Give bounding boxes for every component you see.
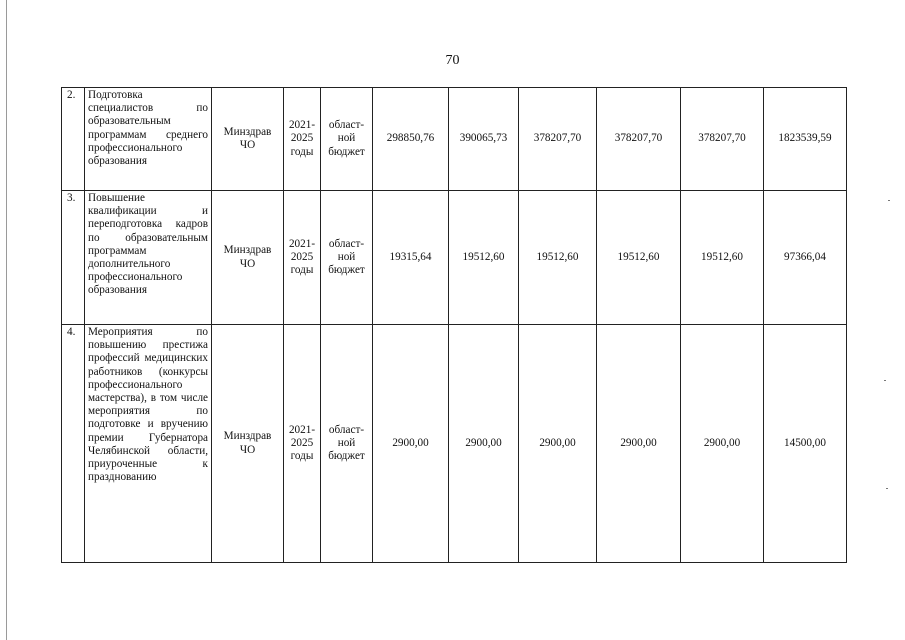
period-word: годы [290, 145, 314, 158]
total-cell: 14500,00 [764, 325, 847, 563]
table-row [62, 325, 847, 563]
activity-name: Повышение квалификации и переподготовка кадров по образовательным программам дополнительного профессионального образования [85, 191, 212, 325]
period-years: 2021-2025 [288, 119, 316, 145]
funding-source-cell [321, 191, 373, 325]
table-row [62, 88, 847, 191]
executor-cell: Минздрав ЧО [212, 325, 284, 563]
funding-source-line-1: област- [328, 423, 365, 436]
period-word: годы [290, 264, 314, 277]
period-cell [284, 88, 321, 191]
row-number: 2. [62, 88, 85, 191]
value-cell: 390065,73 [449, 88, 519, 191]
total-cell: 97366,04 [764, 191, 847, 325]
funding-source-line-2: ной [337, 250, 356, 263]
value-cell: 19512,60 [597, 191, 681, 325]
value-cell: 19315,64 [373, 191, 449, 325]
scan-speck [888, 200, 890, 201]
funding-source-line-3: бюджет [328, 264, 365, 277]
row-number: 3. [62, 191, 85, 325]
period-cell [284, 325, 321, 563]
value-cell: 378207,70 [519, 88, 597, 191]
value-cell: 378207,70 [681, 88, 764, 191]
value-cell: 298850,76 [373, 88, 449, 191]
value-cell: 378207,70 [597, 88, 681, 191]
value-cell: 2900,00 [373, 325, 449, 563]
scan-speck [886, 488, 888, 489]
period-years: 2021-2025 [288, 237, 316, 263]
value-cell: 19512,60 [519, 191, 597, 325]
value-cell: 19512,60 [449, 191, 519, 325]
funding-source-line-1: област- [328, 119, 365, 132]
executor-cell: Минздрав ЧО [212, 191, 284, 325]
total-cell: 1823539,59 [764, 88, 847, 191]
scan-speck [884, 380, 886, 381]
value-cell: 2900,00 [597, 325, 681, 563]
value-cell: 2900,00 [449, 325, 519, 563]
page-left-edge [6, 0, 7, 640]
funding-source-line-2: ной [337, 132, 356, 145]
program-activities-table [61, 87, 847, 563]
funding-source-cell [321, 88, 373, 191]
executor-cell: Минздрав ЧО [212, 88, 284, 191]
funding-source-cell [321, 325, 373, 563]
funding-source-line-3: бюджет [328, 450, 365, 463]
value-cell: 2900,00 [519, 325, 597, 563]
period-years: 2021-2025 [288, 423, 316, 449]
period-cell [284, 191, 321, 325]
period-word: годы [290, 450, 314, 463]
activity-name: Подготовка специалистов по образовательным программам среднего профессионального образования [85, 88, 212, 191]
value-cell: 19512,60 [681, 191, 764, 325]
funding-source-line-1: област- [328, 237, 365, 250]
row-number: 4. [62, 325, 85, 563]
page-number: 70 [445, 53, 460, 68]
funding-source-line-2: ной [337, 436, 356, 449]
activity-name: Мероприятия по повышению престижа профессий медицинских работников (конкурсы профессионального мастерства), в том числе мероприятия по подготовке и вручению премии Губернатора Челябинской области, приуроченные к празднованию [85, 325, 212, 563]
value-cell: 2900,00 [681, 325, 764, 563]
funding-source-line-3: бюджет [328, 145, 365, 158]
table-row [62, 191, 847, 325]
